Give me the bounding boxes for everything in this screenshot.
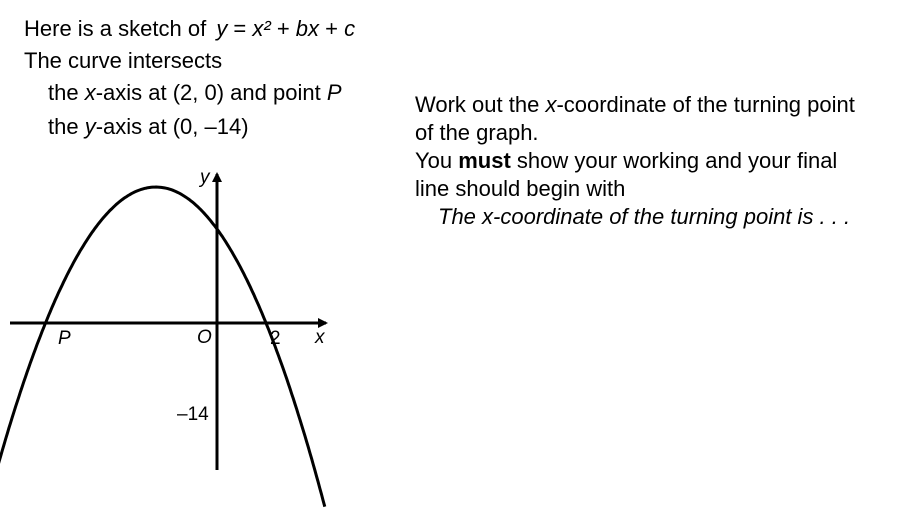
text: + bbox=[270, 16, 296, 41]
var-bx: bx bbox=[295, 16, 320, 41]
var-y: y bbox=[84, 114, 96, 139]
var-x2: x² bbox=[252, 16, 271, 41]
origin-label: O bbox=[197, 327, 212, 348]
instruction-line-4: line should begin with bbox=[415, 176, 626, 201]
var-x: x bbox=[84, 80, 96, 105]
text: Work out the bbox=[415, 92, 546, 117]
x-intercept-label: 2 bbox=[270, 328, 281, 349]
y-intercept-label: –14 bbox=[177, 404, 209, 425]
text: -axis at (2, 0) and point bbox=[95, 80, 327, 105]
text: show your working and your final bbox=[510, 148, 838, 173]
question-line-2: The curve intersects bbox=[24, 48, 223, 73]
text: Here is a sketch of bbox=[24, 16, 213, 41]
var-y: y bbox=[216, 16, 228, 41]
point-p-label: P bbox=[58, 328, 71, 349]
x-axis-label: x bbox=[315, 327, 325, 348]
y-axis-label: y bbox=[200, 167, 210, 188]
instruction-line-5: The x-coordinate of the turning point is . . . bbox=[438, 204, 851, 229]
text: -axis at (0, –14) bbox=[95, 114, 249, 139]
text: the bbox=[48, 114, 85, 139]
text: = bbox=[227, 16, 253, 41]
text: -coordinate of the turning point bbox=[556, 92, 855, 117]
text: + bbox=[319, 16, 345, 41]
var-c: c bbox=[344, 16, 356, 41]
text: the bbox=[48, 80, 85, 105]
bold-must: must bbox=[458, 148, 511, 173]
var-x: x bbox=[545, 92, 557, 117]
text: You bbox=[415, 148, 459, 173]
instruction-line-2: of the graph. bbox=[415, 120, 539, 145]
var-P: P bbox=[326, 80, 342, 105]
